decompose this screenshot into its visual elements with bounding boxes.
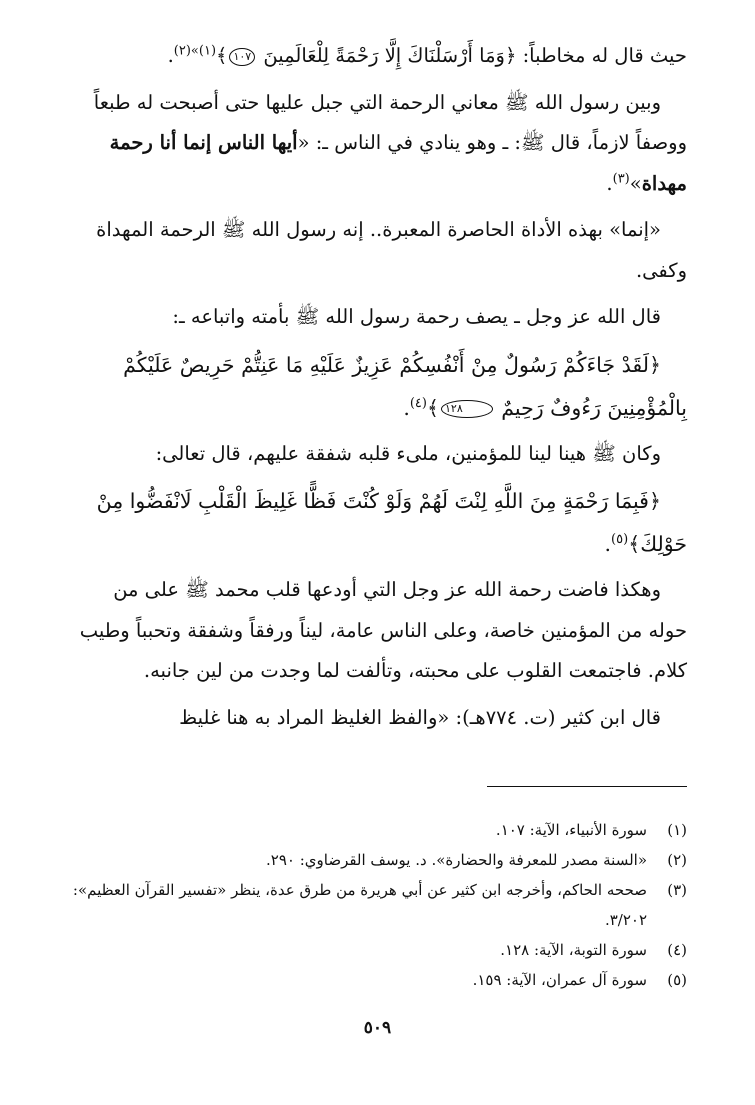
footnote-separator [487,786,687,787]
footnote-number: (٢) [667,851,687,869]
quran-verse-imran [72,480,687,566]
paragraph-1-lead: حيث قال له مخاطباً: [516,44,687,67]
footnote-ref-5[interactable]: (٥) [611,532,629,548]
quran-quote-anbiya: ﴿وَمَا أَرْسَلْنَاكَ إِلَّا رَحْمَةً لِلْعَالَمِينَ [263,44,517,67]
quran-verse-tawbah-end: . [403,395,410,420]
footnote-item [72,815,687,845]
paragraph-2 [72,83,687,205]
quran-close-bracket: ﴾ [216,44,228,67]
paragraph-6: وهكذا فاضت رحمة الله عز وجل التي أودعها قلب محمد ﷺ على من حوله من المؤمنين خاصة، وعلى الناس عامة، ليناً ورفقاً وشفقة وتحبباً وطيب كلام. فاجتمعت القلوب على محبته، وتألفت لما وجدت من لين جانبه. [79,578,687,682]
page-number: ٥٠٩ [363,1018,392,1038]
page-body [72,36,687,744]
footnote-text: صححه الحاكم، وأخرجه ابن كثير عن أبي هريرة من طرق عدة، ينظر «تفسير القرآن العظيم»: ٣/٢٠٢. [72,881,647,929]
footnotes [72,815,687,995]
footnote-item [72,875,687,935]
footnote-number: (٤) [667,941,687,959]
paragraph-3: «إنما» بهذه الأداة الحاصرة المعبرة.. إنه رسول الله ﷺ الرحمة المهداة وكفى. [96,218,687,282]
ayah-number-marker: ١٢٨ [441,400,493,418]
footnote-item [72,935,687,965]
footnote-text: سورة آل عمران، الآية: ١٥٩. [472,971,647,989]
quran-verse-tawbah [72,344,687,430]
paragraph-5: وكان ﷺ هينا لينا للمؤمنين، ملىء قلبه شفقة عليهم، قال تعالى: [155,441,661,465]
paragraph-4: قال الله عز وجل ـ يصف رحمة رسول الله ﷺ بأمته واتباعه ـ: [172,305,661,328]
quran-verse-imran-text: ﴿فَبِمَا رَحْمَةٍ مِنَ اللَّهِ لِنْتَ لَهُمْ وَلَوْ كُنْتَ فَظًّا غَلِيظَ الْقَلْبِ لَانْفَضُّوا مِنْ حَوْلِكَ﴾ [96,489,687,556]
ayah-number-marker: ١٠٧ [229,48,255,66]
paragraph-2-text: وبين رسول الله ﷺ معاني الرحمة التي جبل عليها حتى أصبحت له طبعاً ووصفاً لازماً، قال ﷺ: ـ وهو ينادي في الناس ـ: « [93,90,687,154]
paragraph-1-end: . [167,44,174,67]
paragraph-2-end: . [606,171,613,195]
quran-close-bracket: ﴾ [426,395,439,420]
footnote-ref-4[interactable]: (٤) [409,395,427,411]
footnote-text: «السنة مصدر للمعرفة والحضارة». د. يوسف القرضاوي: ٢٩٠. [266,851,647,869]
footnote-number: (٣) [667,881,687,899]
footnote-item [72,845,687,875]
footnote-text: سورة التوبة، الآية: ١٢٨. [500,941,647,959]
footnote-number: (١) [667,821,687,839]
footnote-ref-1-2[interactable]: (١)»(٢) [173,43,217,59]
quran-verse-imran-end: . [604,532,612,556]
footnote-number: (٥) [667,971,687,989]
hadith-quote: أيها الناس إنما أنا رحمة مهداة [109,131,687,195]
footnote-ref-3[interactable]: (٣) [612,171,630,186]
paragraph-1 [72,36,687,77]
hadith-close: » [629,171,642,195]
footnote-item [72,965,687,995]
quran-verse-tawbah-text: ﴿لَقَدْ جَاءَكُمْ رَسُولٌ مِنْ أَنْفُسِكُمْ عَزِيزٌ عَلَيْهِ مَا عَنِتُّمْ حَرِيصٌ عَلَيْكُمْ بِالْمُؤْمِنِينَ رَءُوفٌ رَحِيمٌ [123,352,687,420]
paragraph-7: قال ابن كثير (ت. ٧٧٤هـ): «والفظ الغليظ المراد به هنا غليظ [179,705,661,729]
footnote-text: سورة الأنبياء، الآية: ١٠٧. [495,821,647,839]
